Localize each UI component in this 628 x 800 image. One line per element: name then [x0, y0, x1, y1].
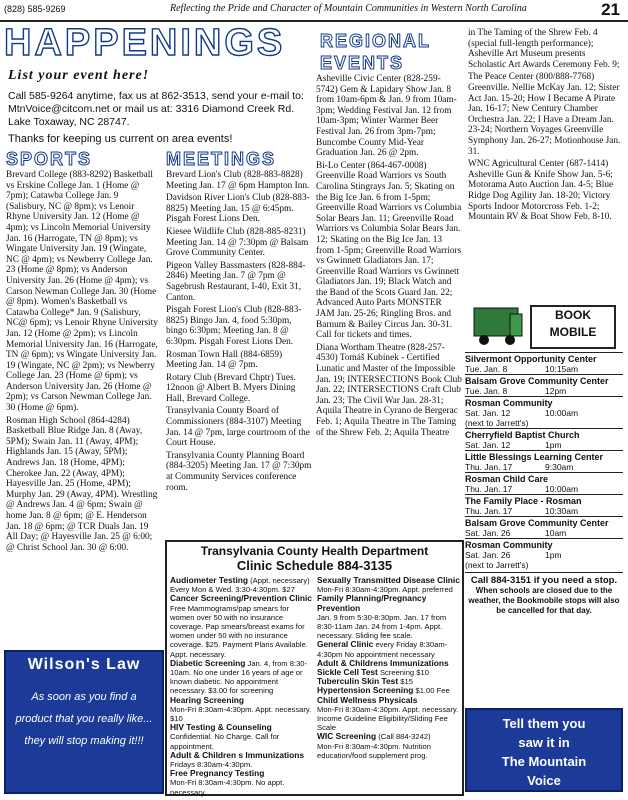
bookmobile-stop: Rosman Child Care Thu. Jan. 17 10:00am — [465, 472, 623, 494]
clinic-item: Adult & Children s Immunizations Fridays 8:30am-4:30pm. — [170, 749, 305, 770]
sports-column — [6, 170, 159, 555]
meeting-item: Rosman Town Hall (884-6859) Meeting Jan. 14 @ 7pm. — [166, 349, 283, 371]
bookmobile-stop: Cherryfield Baptist Church Sat. Jan. 12 1pm — [465, 428, 623, 450]
clinic-subtitle: Clinic Schedule 884-3135 — [236, 558, 393, 573]
clinic-item: Family Planning/Pregnancy Prevention Jan. 9 from 5:30-8:30pm. Jan. 17 from 8:30-11am Jan. 24 from 1-4pm. Appt. necessary. Sliding fee scale. — [317, 593, 447, 641]
wilsons-law-box — [4, 650, 164, 794]
regional-column — [316, 74, 462, 440]
header-phone: (828) 585-9269 — [4, 4, 66, 14]
meeting-item: Pisgah Forest Lion's Club (828-883-8825) Bingo Jan. 4, food 5:30pm, bingo 6:30pm; Meeting Jan. 8 @ 6:30pm. Pisgah Forest Lions Den. — [166, 305, 302, 347]
meeting-item: Rotary Club (Brevard Chptr) Tues. 12noon @ Albert B. Myers Dining Hall, Brevard College. — [166, 372, 296, 404]
header-tagline: Reflecting the Pride and Character of Mountain Communities in Western North Carolina — [170, 3, 527, 14]
clinic-item: Diabetic Screening Jan. 4, from 8:30-10am. No one under 16 years of age or known diabetic. No appointment necessary. $3.00 for screening — [170, 657, 308, 696]
clinic-item: Hypertension Screening $1.00 Fee — [317, 685, 450, 696]
bookmobile-stop: Balsam Grove Community Center Tue. Jan. 8 12pm — [465, 374, 623, 396]
happenings-subtitle: List your event here! — [8, 68, 150, 83]
regional-item: in The Taming of the Shrew Feb. 4 (special full-length performance); Asheville Art Museum presents Scholastic Art Awards Ceremony Feb. 9; — [468, 28, 620, 70]
page-number: 21 — [601, 0, 620, 19]
tell-them-box: Tell them you saw it in The Mountain Voice — [465, 708, 623, 792]
regional-column-2 — [468, 28, 622, 225]
clinic-item: Child Wellness Physicals Mon-Fri 8:30am-4:30pm. Appt. necessary. Income Guideline Eligibility/Sliding Fee Scale — [317, 694, 459, 733]
regional-item: Diana Wortham Theatre (828-257-4530) Tomáš Kubínek - Certified Lunatic and Master of the Impossible Jan. 19; INTERSECTIONS Book Club Jan. 22; INTERSECTIONS Craft Club Jan. 23; The Civil War Jan. 28-31; Aquila Theatre in Cyrano de Bergerac Feb. 1; Aquila Theatre in The Taming of the Shrew Feb. 2; Aquila Theatre — [316, 342, 462, 438]
clinic-item: Sickle Cell Test Screening $10 — [317, 667, 429, 678]
meeting-item: Kiesee Wildlife Club (828-885-8231) Meeting Jan. 14 @ 7:30pm @ Balsam Grove Community Center. — [166, 226, 309, 259]
meeting-item: Brevard Lion's Club (828-883-8828) Meeting Jan. 17 @ 6pm Hampton Inn. — [166, 170, 310, 191]
bookmobile-stop: Silvermont Opportunity Center Tue. Jan. 8 10:15am — [465, 352, 623, 374]
clinic-item: Sexually Transmitted Disease Clinic Mon-Fri 8:30am-4:30pm. Appt. preferred — [317, 575, 460, 595]
bookmobile-stop: Balsam Grove Community Center Sat. Jan. 26 10am — [465, 516, 623, 538]
sports-heading: SPORTS — [6, 149, 93, 169]
regional-item: Asheville Civic Center (828-259-5742) Gem & Lapidary Show Jan. 8 from 10am-6pm & Jan. 9 from 10am-3pm; Wedding Festival Jan. 12 from 10am-3pm; Winter Warmer Beer Festival Jan. 26 from 3pm-7pm; Buncombe County Mid-Year Graduation Jan. 26 @ 2pm. — [316, 74, 457, 159]
meeting-item: Transylvania County Planning Board (884-3205) Meeting Jan. 17 @ 7:30pm at Community Services conference room. — [166, 450, 312, 493]
bookmobile-stop: Little Blessings Learning Center Thu. Jan. 17 9:30am — [465, 450, 623, 472]
meeting-item: Transylvania County Board of Commissioners (884-3107) Meeting Jan. 14 @ 7pm, large courtroom of the Court House. — [166, 406, 310, 449]
bookmobile-title: BOOK MOBILE — [530, 305, 616, 349]
wilsons-law-body: As soon as you find a product that you really like... they will stop making it!!! — [15, 691, 153, 747]
happenings-info: Call 585-9264 anytime, fax us at 862-3513, send your e-mail to: MtnVoice@citcom.net or mail us at: 3316 Diamond Creek Rd. Lake Toxaway, NC 28747. — [8, 90, 304, 128]
clinic-item: Audiometer Testing (Appt. necessary) Every Mon & Wed. 3:30-4:30pm. $27 — [170, 575, 310, 595]
clinic-item: Adult & Childrens Immunizations — [317, 657, 449, 668]
bookmobile-stop: Rosman Community Sat. Jan. 12 10:00am (next to Jarrett's) — [465, 396, 623, 428]
clinic-right-column — [317, 576, 460, 760]
sports-item: Brevard College (883-8292) Basketball vs Erskine College Jan. 1 (Home @ 7pm); Catawba College Jan. 9 (Salisbury, NC @ 8pm); vs Lenoir Rhyne University Jan. 12 (Home @ 4pm); vs Lincoln Memorial University Jan. 16 (Harrogate, TN @ 8pm); vs Wingate University Jan. 19 (Wingate, NC @ 4pm); vs Newberry College Jan. 23 (Home @ 8pm); vs Anderson University Jan. 26 (Home @ 4pm); vs Carson Newman College Jan. 30 (Home @ 8pm). Women's Basketball vs Catawba College* Jan. 9 (Salisbury, NC@ 6pm); vs Lenoir Rhyne University Jan. 12 (Home @ 2pm); vs Lincoln Memorial University Jan. 16 (Harrogate, TN @ 6pm); vs Wingate University Jan. 19 (Wingate, NC @ 2pm); vs Newberry College Jan. 23 (Home @ 6pm); vs Anderson University Jan. 26 (Home @ 2pm); vs Carson Newman College Jan. 30 (Home @ 6pm). — [6, 170, 158, 414]
bookmobile-stop: The Family Place - Rosman Thu. Jan. 17 10:30am — [465, 494, 623, 516]
meeting-item: Davidson River Lion's Club (828-883-8825) Meeting Jan. 15 @ 6:45pm. Pisgah Forest Lions Den. — [166, 193, 310, 225]
clinic-item: Tuberculin Skin Test $15 — [317, 676, 413, 687]
wilsons-law-title: Wilson's Law — [27, 656, 141, 673]
clinic-schedule-box — [165, 540, 464, 796]
meetings-column — [166, 170, 312, 495]
regional-item: Bi-Lo Center (864-467-0008) Greenville Road Warriors vs South Carolina Stingrays Jan. 5; Skating on the Big Ice Jan. 6 from 1-5pm; Greenville Road Warriors vs Columbia Solar Bears Jan. 11; Greenville Road Warriors vs Columbia Solar Bears Jan. 12; Skating on the Big Ice Jan. 13 from 1-5pm; Greenville Road Warriors vs Gwinnett Gladiators Jan. 17; Greenville Road Warriors vs Gwinnett Gladiators Jan. 19; Black Watch and the Band of the Scots Guard Jan. 22; Advanced Auto Parts MONSTER JAM Jan. 25-26; Ringling Bros. and Barnum & Bailey Circus Jan. 30-31. Call for tickets and times. — [316, 160, 462, 341]
clinic-left-column — [170, 576, 313, 797]
clinic-item: HIV Testing & Counseling Confidential. No Charge. Call for appointment. — [170, 722, 280, 751]
regional-heading: REGIONAL EVENTS — [320, 31, 431, 73]
clinic-title: Transylvania County Health Department — [200, 544, 429, 558]
happenings-thanks: Thanks for keeping us current on area events! — [8, 133, 233, 145]
meetings-heading: MEETINGS — [166, 149, 277, 169]
clinic-item: Hearing Screening Mon-Fri 8:30am-4:30pm. Appt. necessary. $10 — [170, 694, 312, 724]
clinic-item: Cancer Screening/Prevention Clinic Free Mammograms/pap smears for women over 50 with no insurance coverage. Pap smears/breast exams for women under 50 with no insurance coverage. $25. Payment Plans Available. Appt. necessary. — [170, 593, 312, 659]
happenings-title: HAPPENINGS — [4, 22, 286, 64]
regional-item: WNC Agricultural Center (687-1414) Asheville Gun & Knife Show Jan. 5-6; Motorama Auto Auction Jan. 4-5; Blue Ridge Dog Agility Jan. 18-20; Victory Sports Indoor Motorcross Feb. 1-2; Mountain RV & Boat Show Feb. 8-10. — [468, 159, 614, 223]
bookmobile-stop: Rosman Community Sat. Jan. 26 1pm (next to Jarrett's) — [465, 538, 623, 570]
sports-item: Rosman High School (864-4284) Basketball Blue Ridge Jan. 8 (Away, 5PM); Swain Jan. 11 (Away, 4PM); Highlands Jan. 15 (Away, 5PM); Andrews Jan. 18 (Home, 4PM); Cherokee Jan. 22 (Away, 4PM); Hayesville Jan. 25 (Home, 4PM); Murphy Jan. 29 (Away, 4PM). Wrestling @ Andrews Jan. 4 @ 6pm; Swain @ home Jan. 8 @ 6pm; @ E. Henderson Jan. 18 @ 6pm; @ TCR Duals Jan. 19 All Day; @ Hayesville Jan. 25 @ 6:00; @ Christ School Jan. 30 @ 6:00. — [6, 415, 158, 553]
page-header — [0, 0, 628, 22]
clinic-item: Free Pregnancy Testing Mon-Fri 8:30am-4:30pm. No appt. necessary. — [170, 768, 285, 797]
bookmobile-note: When schools are closed due to the weather, the Bookmobile stops will also be cancelled for that day. — [468, 586, 620, 615]
bookmobile-call: Call 884-3151 if you need a stop. — [465, 572, 623, 586]
clinic-item: WIC Screening (Call 884-3242) Mon-Fri 8:30am-4:30pm. Nutrition education/food supplement prog. — [317, 731, 431, 760]
bookmobile-schedule — [465, 352, 623, 616]
meeting-item: Pigeon Valley Bassmasters (828-884-2846) Meeting Jan. 7 @ 7pm @ Sagebrush Restaurant, I-40, Exit 31, Canton. — [166, 260, 306, 303]
bookmobile-icon — [470, 300, 526, 348]
clinic-item: General Clinic every Friday 8:30am-4:30pm No appointment necessary — [317, 639, 448, 659]
regional-item: The Peace Center (800/888-7768) Greenville. Nellie McKay Jan. 12; Sister Act Jan. 15-20; How I Became A Pirate Jan. 16-17; New Century Chamber Orchestra Jan. 22; I Have a Dream Jan. 23-24; Northern Voyages Greenville Symphony Jan. 26-27; Motionhouse Jan. 31. — [468, 72, 621, 157]
